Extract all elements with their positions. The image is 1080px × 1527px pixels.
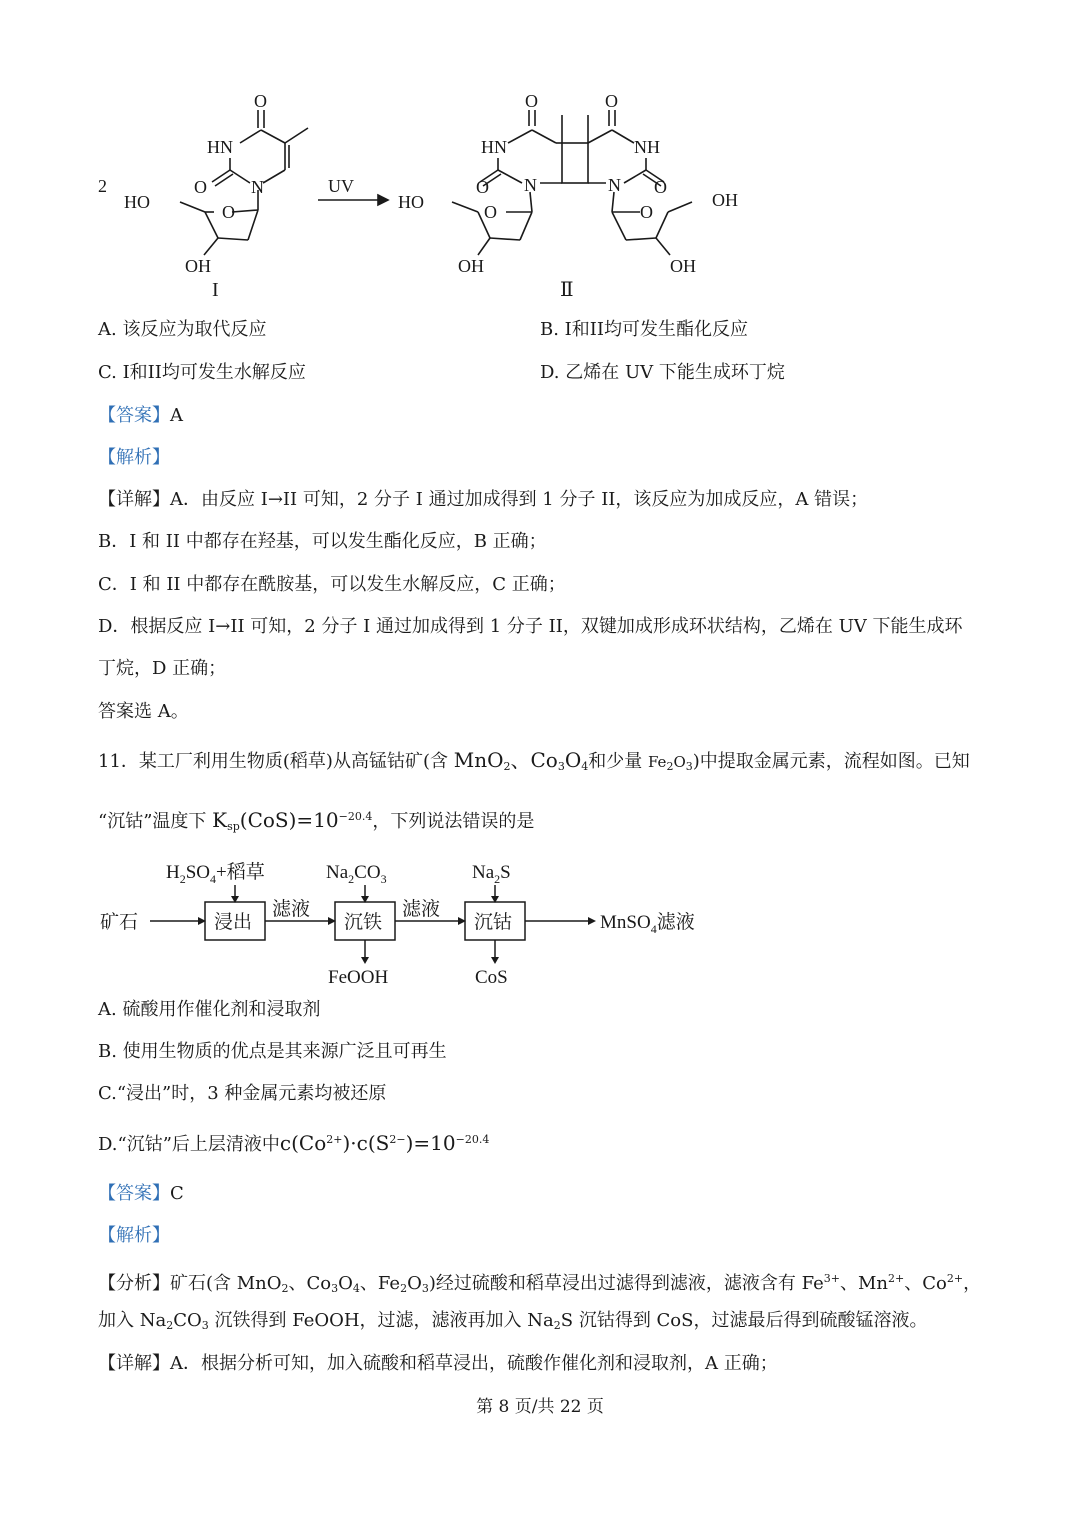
svg-text:OH: OH bbox=[185, 256, 211, 276]
svg-text:HO: HO bbox=[398, 192, 424, 212]
q-number-2: 2 bbox=[98, 176, 107, 196]
q11-option-D: D.“沉钴”后上层清液中$c(Co^{2+})\cdot c(S^{2-})=10^{-20.4}$ bbox=[98, 1131, 490, 1155]
q11-stem-2: “沉钴”温度下 $K_{sp}(CoS)=10^{-20.4}$，下列说法错误的是 bbox=[98, 808, 535, 833]
option-C: C. I和II均可发生水解反应 bbox=[98, 362, 306, 383]
q11-analysis-2: 加入 $Na_2CO_3$ 沉铁得到 FeOOH，过滤，滤液再加入 $Na_2S$ 沉钴得到 CoS，过滤最后得到硫酸锰溶液。 bbox=[98, 1310, 928, 1332]
q11-analysis-tag: 【解析】 bbox=[98, 1225, 170, 1246]
option-D: D. 乙烯在 UV 下能生成环丁烷 bbox=[540, 362, 785, 383]
detail-B: B．I 和 II 中都存在羟基，可以发生酯化反应，B 正确； bbox=[98, 531, 547, 552]
q11-option-B: B. 使用生物质的优点是其来源广泛且可再生 bbox=[98, 1041, 447, 1062]
svg-text:浸出: 浸出 bbox=[214, 912, 253, 933]
detail-A: 【详解】A．由反应 I→II 可知，2 分子 I 通过加成得到 1 分子 II，该反应为加成反应，A 错误； bbox=[98, 489, 869, 510]
svg-text:HO: HO bbox=[124, 192, 150, 212]
svg-text:N: N bbox=[608, 175, 621, 195]
option-B: B. I和II均可发生酯化反应 bbox=[540, 319, 749, 340]
page-footer: 第 8 页/共 22 页 bbox=[476, 1397, 604, 1417]
svg-text:滤液: 滤液 bbox=[402, 899, 441, 920]
svg-text:O: O bbox=[605, 91, 618, 111]
svg-text:O: O bbox=[640, 202, 653, 222]
svg-text:矿石: 矿石 bbox=[100, 912, 139, 933]
detail-D-2: 丁烷，D 正确； bbox=[98, 658, 227, 679]
svg-text:H2SO4+稻草: $H_2SO_4+$稻草 bbox=[166, 862, 265, 886]
svg-text:O: O bbox=[222, 202, 235, 222]
svg-text:O: O bbox=[476, 177, 489, 197]
arrow-label: UV bbox=[328, 176, 354, 196]
svg-text:O: O bbox=[654, 177, 667, 197]
svg-text:沉钴: 沉钴 bbox=[474, 912, 513, 933]
q11-option-A: A. 硫酸用作催化剂和浸取剂 bbox=[98, 999, 321, 1020]
svg-text:NH: NH bbox=[634, 137, 660, 157]
svg-text:FeOOH: FeOOH bbox=[328, 967, 389, 988]
svg-text:N: N bbox=[524, 175, 537, 195]
svg-text:CoS: CoS bbox=[475, 967, 508, 988]
svg-text:O: O bbox=[254, 91, 267, 111]
conclusion: 答案选 A。 bbox=[98, 701, 189, 722]
analysis-tag: 【解析】 bbox=[98, 447, 170, 468]
q11-answer-line: 【答案】C bbox=[98, 1183, 184, 1204]
svg-text:OH: OH bbox=[670, 256, 696, 276]
svg-text:O: O bbox=[194, 177, 207, 197]
reaction-diagram bbox=[0, 0, 1080, 310]
svg-text:OH: OH bbox=[458, 256, 484, 276]
answer-line: 【答案】A bbox=[98, 405, 183, 426]
svg-text:沉铁: 沉铁 bbox=[344, 912, 383, 933]
q11-detail-A: 【详解】A．根据分析可知，加入硫酸和稻草浸出，硫酸作催化剂和浸取剂，A 正确； bbox=[98, 1353, 778, 1374]
svg-text:Na2CO3: $Na_2CO_3$ bbox=[326, 862, 387, 886]
label-I: I bbox=[212, 279, 219, 301]
svg-text:MnSO4滤液: MnSO$_4$滤液 bbox=[600, 912, 695, 936]
svg-text:O: O bbox=[525, 91, 538, 111]
svg-text:OH: OH bbox=[712, 190, 738, 210]
option-A: A. 该反应为取代反应 bbox=[98, 319, 267, 340]
svg-text:O: O bbox=[484, 202, 497, 222]
svg-text:HN: HN bbox=[481, 137, 507, 157]
svg-text:滤液: 滤液 bbox=[272, 899, 311, 920]
detail-C: C．I 和 II 中都存在酰胺基，可以发生水解反应，C 正确； bbox=[98, 574, 566, 595]
q11-stem-1: 11．某工厂利用生物质(稻草)从高锰钴矿(含 MnO$_2$、$Co_3O_4$和少量 $Fe_2O_3$)中提取金属元素，流程如图。已知 bbox=[98, 748, 970, 773]
svg-text:Na2S: $Na_2S$ bbox=[472, 862, 511, 886]
svg-text:N: N bbox=[251, 177, 264, 197]
label-II: Ⅱ bbox=[560, 279, 574, 301]
svg-text:HN: HN bbox=[207, 137, 233, 157]
detail-D-1: D．根据反应 I→II 可知，2 分子 I 通过加成得到 1 分子 II，双键加成形成环状结构，乙烯在 UV 下能生成环 bbox=[98, 616, 963, 637]
flow-diagram bbox=[0, 845, 1080, 995]
q11-analysis-1: 【分析】矿石(含 MnO$_2$、$Co_3O_4$、$Fe_2O_3$)经过硫酸和稻草浸出过滤得到滤液，滤液含有 $Fe^{3+}$、$Mn^{2+}$、$Co^{2+}$， bbox=[98, 1272, 982, 1295]
q11-option-C: C.“浸出”时，3 种金属元素均被还原 bbox=[98, 1083, 387, 1104]
